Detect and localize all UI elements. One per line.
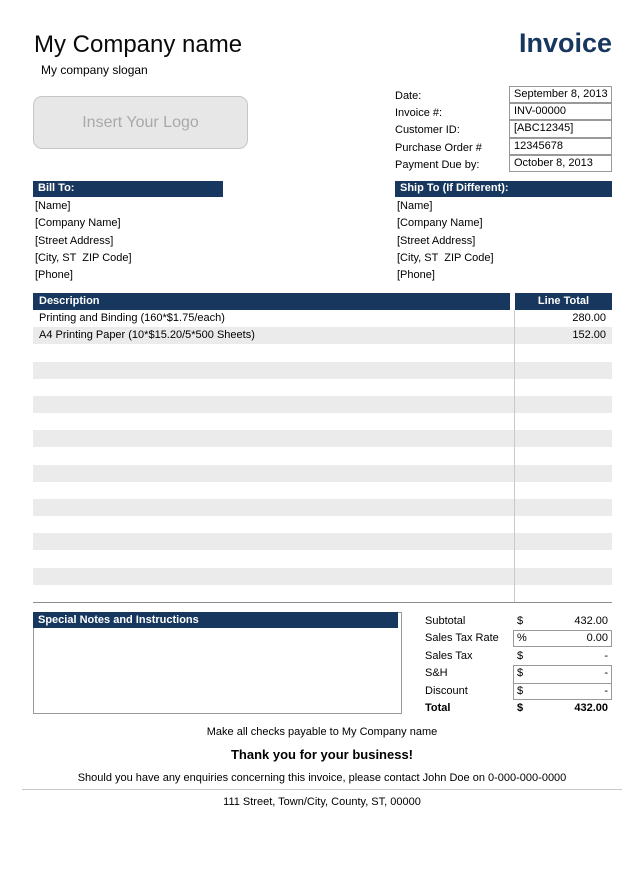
table-row	[33, 396, 612, 413]
customer-id-field[interactable]: [ABC12345]	[509, 120, 612, 137]
total-currency: $	[517, 702, 524, 714]
bill-to-company: [Company Name]	[35, 217, 121, 230]
discount-label: Discount	[425, 684, 468, 697]
invoice-title: Invoice	[518, 28, 612, 58]
company-name: My Company name	[34, 31, 243, 58]
table-row	[33, 568, 612, 585]
table-row	[33, 413, 612, 430]
logo-placeholder[interactable]	[33, 96, 248, 149]
sales-tax-currency: $	[517, 649, 524, 662]
table-row	[33, 344, 612, 361]
table-row	[33, 533, 612, 550]
total-value: 432.00	[574, 702, 608, 714]
table-row	[33, 516, 612, 533]
table-row	[33, 465, 612, 482]
item-description: Printing and Binding (160*$1.75/each)	[39, 312, 225, 324]
ship-to-name: [Name]	[397, 200, 433, 212]
table-row	[33, 550, 612, 567]
table-column-divider	[514, 310, 515, 602]
item-description: A4 Printing Paper (10*$15.20/5*500 Sheets)	[39, 329, 255, 342]
ship-to-company: [Company Name]	[397, 217, 483, 230]
invoice-number-field[interactable]: INV-00000	[509, 103, 612, 120]
table-row	[33, 310, 612, 327]
table-row	[33, 362, 612, 379]
column-header-line-total: Line Total	[515, 293, 612, 310]
payment-due-field[interactable]: October 8, 2013	[509, 155, 612, 172]
item-line-total: 280.00	[572, 312, 606, 324]
special-notes-header: Special Notes and Instructions	[33, 612, 398, 628]
checks-payable-note: Make all checks payable to My Company name	[206, 726, 438, 738]
meta-row-invoice-number	[395, 103, 612, 120]
purchase-order-field[interactable]: 12345678	[509, 138, 612, 155]
meta-row-date	[395, 86, 612, 103]
totals-row-subtotal	[425, 613, 612, 631]
table-row	[33, 585, 612, 602]
purchase-order-label: Purchase Order #	[395, 141, 482, 154]
meta-row-payment-due	[395, 155, 612, 172]
table-row	[33, 447, 612, 464]
footer-divider	[22, 789, 622, 790]
table-row	[33, 379, 612, 396]
meta-row-customer-id	[395, 120, 612, 137]
company-slogan: My company slogan	[41, 63, 148, 77]
company-address: 111 Street, Town/City, County, ST, 00000	[223, 796, 421, 808]
items-table-body	[33, 310, 612, 602]
subtotal-value: 432.00	[574, 614, 608, 627]
table-bottom-border	[33, 602, 612, 603]
item-line-total: 152.00	[572, 329, 606, 342]
logo-placeholder-label: Insert Your Logo	[82, 113, 199, 131]
payment-due-label: Payment Due by:	[395, 158, 480, 171]
total-label: Total	[425, 702, 451, 714]
date-label: Date:	[395, 90, 422, 102]
ship-to-phone: [Phone]	[397, 269, 435, 282]
sales-tax-label: Sales Tax	[425, 649, 473, 662]
table-row	[33, 482, 612, 499]
sh-currency: $	[517, 667, 524, 679]
subtotal-label: Subtotal	[425, 614, 466, 627]
discount-value[interactable]: -	[604, 684, 608, 697]
totals-row-sales-tax-rate	[425, 630, 612, 648]
invoice-number-label: Invoice #:	[395, 107, 443, 120]
enquiries-note: Should you have any enquiries concerning this invoice, please contact John Doe on 0-000-000-0000	[77, 772, 567, 784]
meta-row-purchase-order	[395, 138, 612, 155]
bill-to-city: [City, ST ZIP Code]	[35, 251, 132, 264]
bill-to-name: [Name]	[35, 200, 71, 212]
sh-value[interactable]: -	[604, 667, 608, 679]
sales-tax-rate-label: Sales Tax Rate	[425, 632, 499, 644]
totals-row-total	[425, 700, 612, 718]
thank-you-message: Thank you for your business!	[230, 747, 414, 762]
column-header-description: Description	[33, 293, 510, 310]
bill-to-header: Bill To:	[33, 181, 223, 197]
sh-label: S&H	[425, 667, 448, 679]
table-row	[33, 499, 612, 516]
date-field[interactable]: September 8, 2013	[509, 86, 612, 103]
ship-to-city: [City, ST ZIP Code]	[397, 251, 494, 264]
customer-id-label: Customer ID:	[395, 124, 460, 137]
totals-row-sales-tax	[425, 648, 612, 666]
sales-tax-value: -	[604, 649, 608, 662]
bill-to-street: [Street Address]	[35, 234, 114, 247]
bill-to-phone: [Phone]	[35, 269, 73, 282]
totals-row-discount	[425, 683, 612, 701]
sales-tax-rate-symbol: %	[517, 632, 527, 644]
table-row	[33, 430, 612, 447]
subtotal-currency: $	[517, 614, 524, 627]
sales-tax-rate-value[interactable]: 0.00	[586, 632, 608, 644]
ship-to-header: Ship To (If Different):	[395, 181, 612, 197]
table-row	[33, 327, 612, 344]
ship-to-street: [Street Address]	[397, 234, 476, 247]
discount-currency: $	[517, 684, 524, 697]
totals-row-sh	[425, 665, 612, 683]
